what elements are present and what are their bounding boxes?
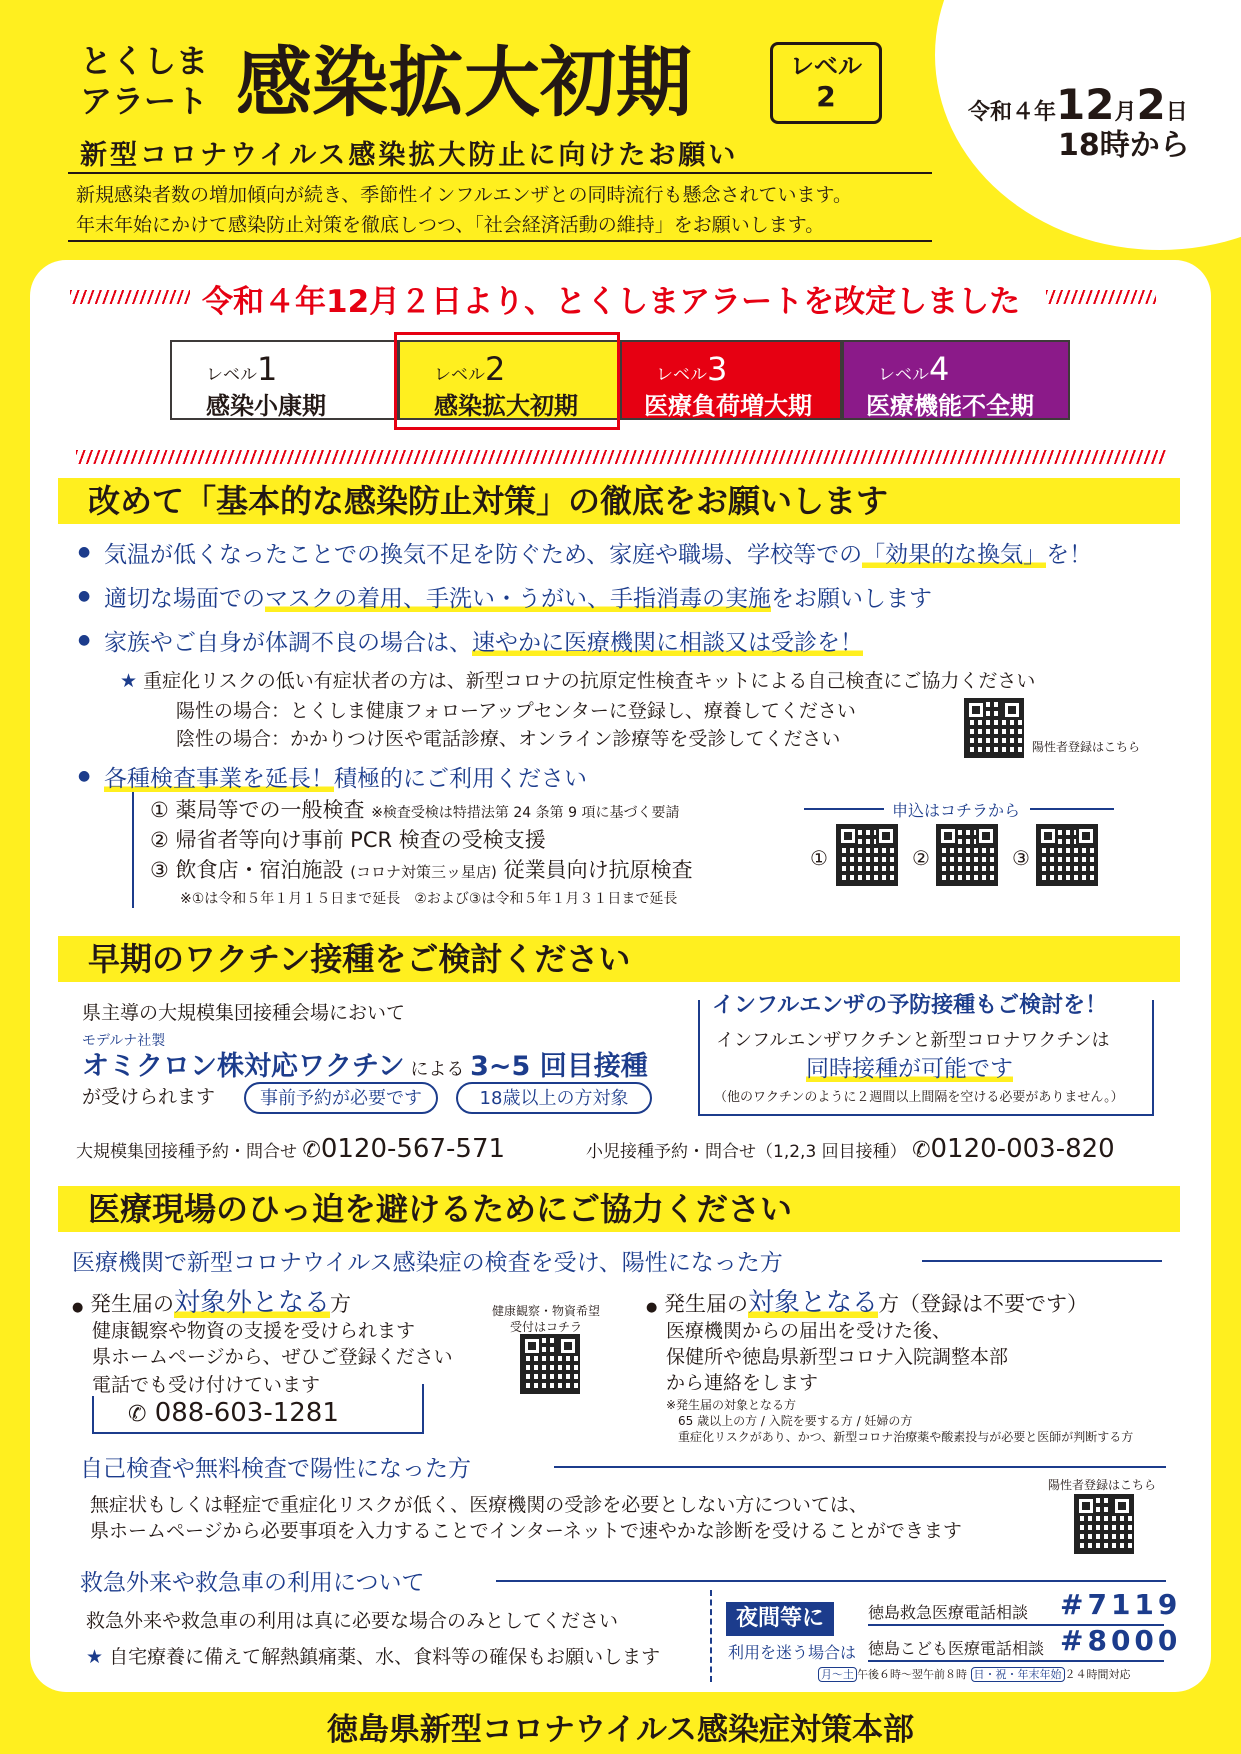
qr-code-test-3[interactable] [1038, 826, 1096, 884]
phone-icon: ✆ [912, 1138, 931, 1163]
positive-line: 陽性の場合：とくしま健康フォローアップセンターに登録し、療養してください [176, 700, 856, 722]
tel1-number[interactable]: 0120-567-571 [320, 1134, 506, 1164]
level-1-prefix: レベル [206, 365, 257, 385]
sub3-line1: 救急外来や救急車の利用は真に必要な場合のみとしてください [86, 1610, 619, 1632]
night-sub: 利用を迷う場合は [728, 1643, 857, 1662]
date-prefix: 令和４年 [968, 100, 1057, 125]
left-tel-frame-side [92, 1396, 94, 1434]
page-title: 感染拡大初期 [236, 38, 692, 127]
sub3-rule [496, 1580, 1166, 1582]
test-item-1-text: ① 薬局等での一般検査 [150, 798, 365, 822]
child-number[interactable]: #8000 [1060, 1624, 1182, 1657]
test-item-3 [150, 854, 693, 884]
night-badge: 夜間等に [726, 1602, 834, 1636]
flu-highlight: 同時接種が可能です [806, 1056, 1013, 1082]
vaccine-available: が受けられます [82, 1086, 216, 1108]
section2-heading: 早期のワクチン接種をご検討ください [58, 936, 1180, 982]
b2-post: をお願いします [771, 586, 932, 612]
testing-bracket [132, 792, 134, 908]
flu-line1: インフルエンザワクチンと新型コロナワクチンは [716, 1030, 1110, 1051]
vaccine-line [82, 1044, 648, 1083]
date-month-unit: 月 [1114, 100, 1137, 125]
b1-highlight: 「効果的な換気」 [862, 542, 1047, 568]
left-tel-number[interactable]: 088-603-1281 [154, 1398, 339, 1428]
page-subtitle: 新型コロナウイルス感染拡大防止に向けたお願い [80, 140, 739, 171]
level-4-name: 医療機能不全期 [866, 392, 1034, 420]
left-line3: 電話でも受け付けています [92, 1374, 321, 1396]
left-pre: 発生届の [90, 1292, 175, 1316]
right-post: 方（登録は不要です） [878, 1292, 1089, 1316]
hatch-divider [76, 450, 1166, 464]
effective-time: 18時から [1058, 128, 1190, 163]
right-group-title [646, 1282, 1088, 1319]
qr-code-self-test-registration[interactable] [1076, 1496, 1132, 1552]
hours1: 午後６時〜翌午前８時 [857, 1668, 967, 1681]
level-4-prefix: レベル [878, 365, 929, 385]
sub1-rule [922, 1260, 1162, 1262]
bullet-mask [104, 580, 932, 613]
sub2-rule [554, 1466, 1166, 1468]
tel1-row [76, 1134, 505, 1164]
test-item-3-post: 従業員向け抗原検査 [503, 858, 693, 882]
level-4-number: 4 [929, 350, 950, 388]
level-badge-label: レベル [790, 52, 862, 80]
qr2-label: ② [912, 846, 930, 870]
level-4-card [842, 340, 1070, 420]
intro-line2: 年末年始にかけて感染防止対策を徹底しつつ、「社会経済活動の維持」をお願いします。 [76, 214, 825, 236]
level-2-number: 2 [485, 350, 506, 388]
extension-note: ※①は令和５年１月１５日まで延長 ②および③は令和５年１月３１日まで延長 [180, 891, 678, 907]
hours-tag2: 日・祝・年末年始 [971, 1667, 1065, 1682]
b3-text: 家族やご自身が体調不良の場合は、 [104, 630, 472, 656]
qr-mid-caption1: 健康観察・物資希望 [492, 1304, 601, 1318]
intro-rule-bottom [68, 240, 932, 242]
tel2-row [586, 1134, 1115, 1164]
right-note3: 重症化リスクがあり、かつ、新型コロナ治療薬や酸素投与が必要と医師が判断する方 [678, 1430, 1134, 1444]
level-1-name: 感染小康期 [206, 392, 326, 420]
level-1-number: 1 [257, 350, 278, 388]
b1-text: 気温が低くなったことでの換気不足を防ぐため、家庭や職場、学校等での [104, 542, 863, 568]
date-day: 2 [1136, 80, 1166, 129]
intro-line1: 新規感染者数の増加傾向が続き、季節性インフルエンザとの同時流行も懸念されています。 [76, 184, 852, 206]
sub2-line1: 無症状もしくは軽症で重症化リスクが低く、医療機関の受診を必要としない方については、 [90, 1494, 868, 1516]
hatch-left [70, 290, 190, 304]
star-icon: ★ [86, 1646, 104, 1668]
right-line3: から連絡をします [666, 1372, 819, 1394]
level-badge [770, 42, 882, 124]
footer-org: 徳島県新型コロナウイルス感染症対策本部 [326, 1712, 915, 1748]
intro-rule-top [68, 172, 932, 174]
current-level-highlight [394, 332, 620, 430]
phone-icon: ✆ [302, 1138, 321, 1163]
flu-line2 [806, 1050, 1013, 1083]
badge-reservation-required: 事前予約が必要です [244, 1082, 438, 1114]
sub2-line2: 県ホームページから必要事項を入力することでインターネットで速やかな診断を受けることができます [90, 1520, 962, 1542]
b1-post: を！ [1046, 542, 1093, 568]
qr-code-health-observation[interactable] [522, 1336, 578, 1392]
right-note1: ※発生届の対象となる方 [666, 1398, 797, 1412]
vaccine-venue: 県主導の大規模集団接種会場において [82, 1002, 406, 1024]
sub2-qr-caption: 陽性者登録はこちら [1048, 1478, 1157, 1492]
tel1-label: 大規模集団接種予約・問合せ [76, 1142, 297, 1162]
test-item-1 [150, 794, 679, 824]
test-item-3-text: ③ 飲食店・宿泊施設 [150, 858, 344, 882]
date-day-unit: 日 [1165, 100, 1188, 125]
left-highlight: 対象外となる [174, 1288, 331, 1318]
bullet-ventilation [104, 536, 1092, 569]
hours-row [818, 1666, 1131, 1682]
child-label: 徳島こども医療電話相談 [868, 1639, 1045, 1658]
brand-line1: とくしま [80, 42, 209, 80]
level-3-name: 医療負荷増大期 [644, 392, 812, 420]
left-line1: 健康観察や物資の支援を受けられます [92, 1320, 416, 1342]
right-line1: 医療機関からの届出を受けた後、 [666, 1320, 952, 1342]
b4-highlight: 各種検査事業を延長！ [104, 766, 334, 792]
right-pre: 発生届の [664, 1292, 749, 1316]
qr1-label: ① [810, 846, 828, 870]
level-2-name: 感染拡大初期 [434, 392, 578, 420]
bullet-dot: ● [646, 1300, 658, 1315]
qr-code-positive-registration[interactable] [966, 700, 1022, 756]
b3-highlight: 速やかに医療機関に相談又は受診を！ [472, 630, 863, 656]
sub3-heading: 救急外来や救急車の利用について [80, 1570, 425, 1596]
section3-heading: 医療現場のひっ迫を避けるためにご協力ください [58, 1186, 1180, 1232]
qr-caption-positive: 陽性者登録はこちら [1032, 740, 1141, 754]
vaccine-by: による [410, 1059, 465, 1080]
left-line2: 県ホームページから、ぜひご登録ください [92, 1346, 453, 1368]
bullet-dot: ● [72, 1300, 84, 1315]
sub3-line2 [86, 1642, 660, 1669]
sub2-heading: 自己検査や無料検査で陽性になった方 [80, 1456, 471, 1482]
brand-line2: アラート [80, 82, 209, 120]
vaccine-doses: 3~5 回目接種 [470, 1051, 648, 1082]
hatch-right [1046, 290, 1156, 304]
flu-title: インフルエンザの予防接種もご検討を！ [712, 993, 1108, 1018]
selftest-text: 重症化リスクの低い有症状者の方は、新型コロナの抗原定性検査キットによる自己検査にご協力ください [143, 670, 1036, 692]
negative-line: 陰性の場合：かかりつけ医や電話診療、オンライン診療等を受診してください [176, 728, 841, 750]
b2-highlight: マスクの着用、手洗い・うがい、手指消毒の実施 [265, 586, 771, 612]
revision-headline: 令和４年12月２日より、とくしまアラートを改定しました [202, 284, 1021, 320]
tel2-number[interactable]: 0120-003-820 [930, 1134, 1115, 1164]
level-2-prefix: レベル [434, 365, 485, 385]
bullet-consult [104, 624, 863, 657]
qr-code-test-2[interactable] [938, 826, 996, 884]
left-tel [128, 1398, 339, 1428]
qr-code-test-1[interactable] [838, 826, 896, 884]
right-highlight: 対象となる [748, 1288, 879, 1318]
b2-text: 適切な場面での [104, 586, 265, 612]
selftest-line [120, 666, 1035, 693]
test-item-2: ② 帰省者等向け事前 PCR 検査の受検支援 [150, 828, 546, 852]
hours2: ２４時間対応 [1064, 1668, 1131, 1681]
apply-label: 申込はコチラから [892, 801, 1021, 820]
test-item-1-note: ※検査受検は特措法第 24 条第 9 項に基づく要請 [371, 805, 680, 821]
tel2-label: 小児接種予約・問合せ（1,2,3 回目接種） [586, 1142, 907, 1162]
vaccine-maker: モデルナ社製 [82, 1033, 166, 1049]
child-rule [868, 1660, 1164, 1662]
night-divider [710, 1590, 712, 1682]
right-note2: 65 歳以上の方 / 入院を要する方 / 妊婦の方 [678, 1414, 913, 1428]
sub1-heading: 医療機関で新型コロナウイルス感染症の検査を受け、陽性になった方 [72, 1250, 783, 1276]
hours-tag1: 月〜土 [818, 1667, 857, 1682]
test-item-3-small: (コロナ対策三ッ星店) [350, 863, 497, 881]
date-month: 12 [1056, 80, 1115, 129]
sub3-line2-text: 自宅療養に備えて解熱鎮痛薬、水、食料等の確保もお願いします [109, 1646, 661, 1668]
level-3-card [620, 340, 842, 420]
left-post: 方 [330, 1292, 352, 1316]
adult-label: 徳島救急医療電話相談 [868, 1603, 1029, 1622]
apply-rule-right [1030, 808, 1114, 810]
vaccine-name: オミクロン株対応ワクチン [82, 1051, 405, 1082]
adult-number[interactable]: #7119 [1060, 1588, 1182, 1621]
level-1-card [170, 340, 398, 420]
left-group-title [72, 1282, 351, 1319]
right-line2: 保健所や徳島県新型コロナ入院調整本部 [666, 1346, 1009, 1368]
flu-note: （他のワクチンのように２週間以上間隔を空ける必要がありません。） [714, 1090, 1124, 1105]
level-3-number: 3 [707, 350, 728, 388]
b4-text: 積極的にご利用ください [334, 766, 587, 792]
apply-rule-left [804, 808, 884, 810]
qr3-label: ③ [1012, 846, 1030, 870]
qr-mid-caption2: 受付はコチラ [509, 1320, 582, 1334]
level-3-prefix: レベル [656, 365, 707, 385]
level-badge-number: 2 [816, 80, 836, 113]
bullet-testing [104, 760, 587, 793]
star-icon: ★ [120, 670, 138, 692]
phone-icon: ✆ [128, 1402, 147, 1427]
badge-age-18: 18歳以上の方対象 [456, 1082, 652, 1114]
section1-heading: 改めて「基本的な感染防止対策」の徹底をお願いします [58, 478, 1180, 524]
